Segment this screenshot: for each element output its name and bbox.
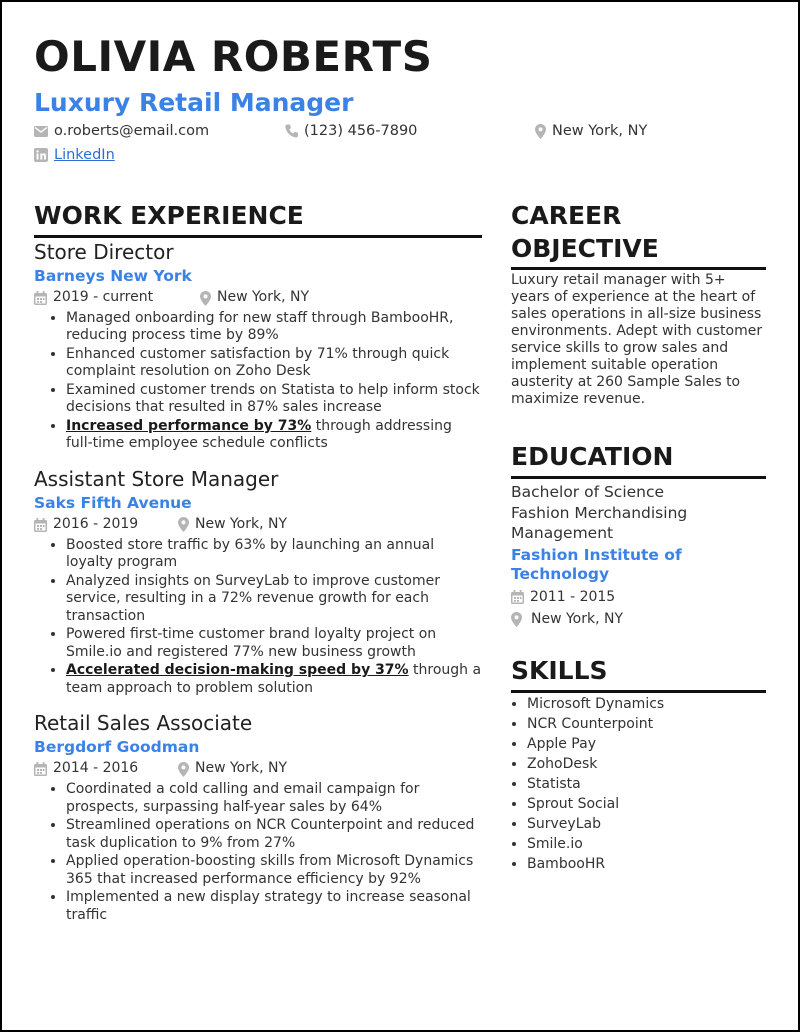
calendar-icon	[511, 590, 524, 604]
objective-text: Luxury retail manager with 5+ years of experience at the heart of sales operations in all-size business environments. Adept with customer service skills to grow sales and implement suitable operation austerity at 260 Sample Sales to maximize revenue.	[511, 272, 763, 407]
job-dates-text: 2014 - 2016	[53, 760, 139, 777]
education-location	[511, 610, 766, 630]
skill-item: • NCR Counterpoint	[527, 714, 766, 734]
company-name: Barneys New York	[34, 267, 192, 285]
contact-linkedin	[34, 147, 115, 163]
education-location-text: New York, NY	[531, 611, 624, 628]
career-objective-heading-line2: OBJECTIVE	[511, 233, 659, 263]
company-name: Bergdorf Goodman	[34, 738, 200, 757]
envelope-icon	[34, 126, 48, 137]
calendar-icon	[34, 762, 47, 776]
job-dates	[34, 288, 200, 308]
skill-item: • Smile.io	[527, 834, 766, 854]
job-bullet: • Implemented a new display strategy to increase seasonal traffic	[66, 889, 482, 924]
skill-item: • ZohoDesk	[527, 754, 766, 774]
education-dates-text: 2011 - 2015	[530, 588, 616, 605]
location-text: New York, NY	[552, 123, 648, 139]
map-pin-icon	[200, 291, 211, 306]
work-experience-list	[34, 240, 482, 938]
job-bullet: • Analyzed insights on SurveyLab to improve customer service, resulting in a 72% revenue growth for each transaction	[66, 573, 482, 626]
highlight-rest: through a team approach to problem solution	[66, 662, 482, 696]
map-pin-icon	[511, 612, 522, 627]
skill-item: • Apple Pay	[527, 734, 766, 754]
contact-phone	[285, 123, 417, 139]
job-title: Retail Sales Associate	[34, 711, 253, 736]
job-dates-text: 2019 - current	[53, 289, 154, 306]
highlight-rest: through addressing full-time employee schedule conflicts	[66, 417, 452, 452]
job-bullets	[34, 781, 482, 924]
calendar-icon	[34, 518, 47, 532]
skill-item: • BambooHR	[527, 854, 766, 874]
job-location	[178, 759, 287, 779]
skill-item: • Microsoft Dynamics	[527, 694, 766, 714]
job-bullet: • Managed onboarding for new staff through BambooHR, reducing process time by 89%	[66, 310, 482, 345]
calendar-icon	[34, 291, 47, 305]
job-entry	[34, 711, 482, 924]
job-bullet: • Powered first-time customer brand loyalty project on Smile.io and registered 77% new business growth	[66, 626, 482, 661]
phone-icon	[285, 124, 298, 138]
job-bullet	[66, 662, 482, 697]
highlight-text: Accelerated decision-making speed by 37%	[66, 662, 409, 679]
career-objective-heading-line1: CAREER	[511, 201, 622, 230]
skills-heading: SKILLS	[511, 655, 766, 693]
job-location	[200, 288, 309, 308]
education-dates	[511, 588, 766, 608]
job-bullet: • Coordinated a cold calling and email campaign for prospects, surpassing half-year sales by 64%	[66, 781, 482, 816]
contact-location	[535, 123, 647, 139]
skills-list	[511, 694, 766, 874]
degree: Bachelor of Science	[511, 483, 665, 501]
job-bullet: • Boosted store traffic by 63% by launching an annual loyalty program	[66, 537, 482, 572]
job-title: Assistant Store Manager	[34, 466, 279, 491]
job-bullet: • Applied operation-boosting skills from Microsoft Dynamics 365 that increased performance efficiency by 92%	[66, 853, 482, 888]
education-entry	[511, 482, 766, 630]
job-location	[178, 515, 287, 535]
career-objective-heading	[511, 200, 766, 270]
job-bullet: • Examined customer trends on Statista to help inform stock decisions that resulted in 87% sales increase	[66, 382, 482, 417]
job-bullet: • Enhanced customer satisfaction by 71% through quick complaint resolution on Zoho Desk	[66, 346, 482, 381]
skill-item: • Statista	[527, 774, 766, 794]
job-bullets	[34, 537, 482, 698]
job-bullets	[34, 310, 482, 453]
email-text: o.roberts@email.com	[54, 123, 210, 139]
skills-items	[511, 694, 766, 874]
company-name: Saks Fifth Avenue	[34, 493, 192, 512]
job-meta	[34, 759, 482, 779]
skill-item: • SurveyLab	[527, 814, 766, 834]
job-dates	[34, 759, 178, 779]
job-title: Store Director	[34, 240, 174, 264]
major: Fashion Merchandising Management	[511, 503, 688, 542]
candidate-name: OLIVIA ROBERTS	[34, 32, 433, 81]
job-bullet	[66, 418, 482, 453]
job-location-text: New York, NY	[195, 516, 288, 533]
job-dates-text: 2016 - 2019	[53, 516, 139, 533]
map-pin-icon	[178, 517, 189, 532]
job-bullet: • Streamlined operations on NCR Counterpoint and reduced task duplication to 9% from 27%	[66, 817, 482, 852]
education-heading: EDUCATION	[511, 441, 766, 479]
highlight-text: Increased performance by 73%	[66, 417, 312, 434]
phone-text: (123) 456-7890	[304, 123, 418, 139]
job-location-text: New York, NY	[195, 760, 288, 777]
candidate-role: Luxury Retail Manager	[34, 88, 354, 117]
school-name: Fashion Institute of Technology	[511, 545, 682, 583]
job-meta	[34, 515, 482, 535]
job-meta	[34, 288, 482, 308]
skill-item: • Sprout Social	[527, 794, 766, 814]
map-pin-icon	[178, 762, 189, 777]
job-location-text: New York, NY	[217, 289, 310, 306]
contact-email	[34, 123, 209, 139]
job-dates	[34, 515, 178, 535]
linkedin-icon	[34, 148, 48, 162]
job-entry	[34, 467, 482, 697]
map-pin-icon	[535, 124, 546, 139]
career-objective	[511, 272, 766, 408]
work-experience-heading: WORK EXPERIENCE	[34, 200, 482, 238]
linkedin-link[interactable]: LinkedIn	[54, 147, 115, 163]
job-entry	[34, 240, 482, 453]
